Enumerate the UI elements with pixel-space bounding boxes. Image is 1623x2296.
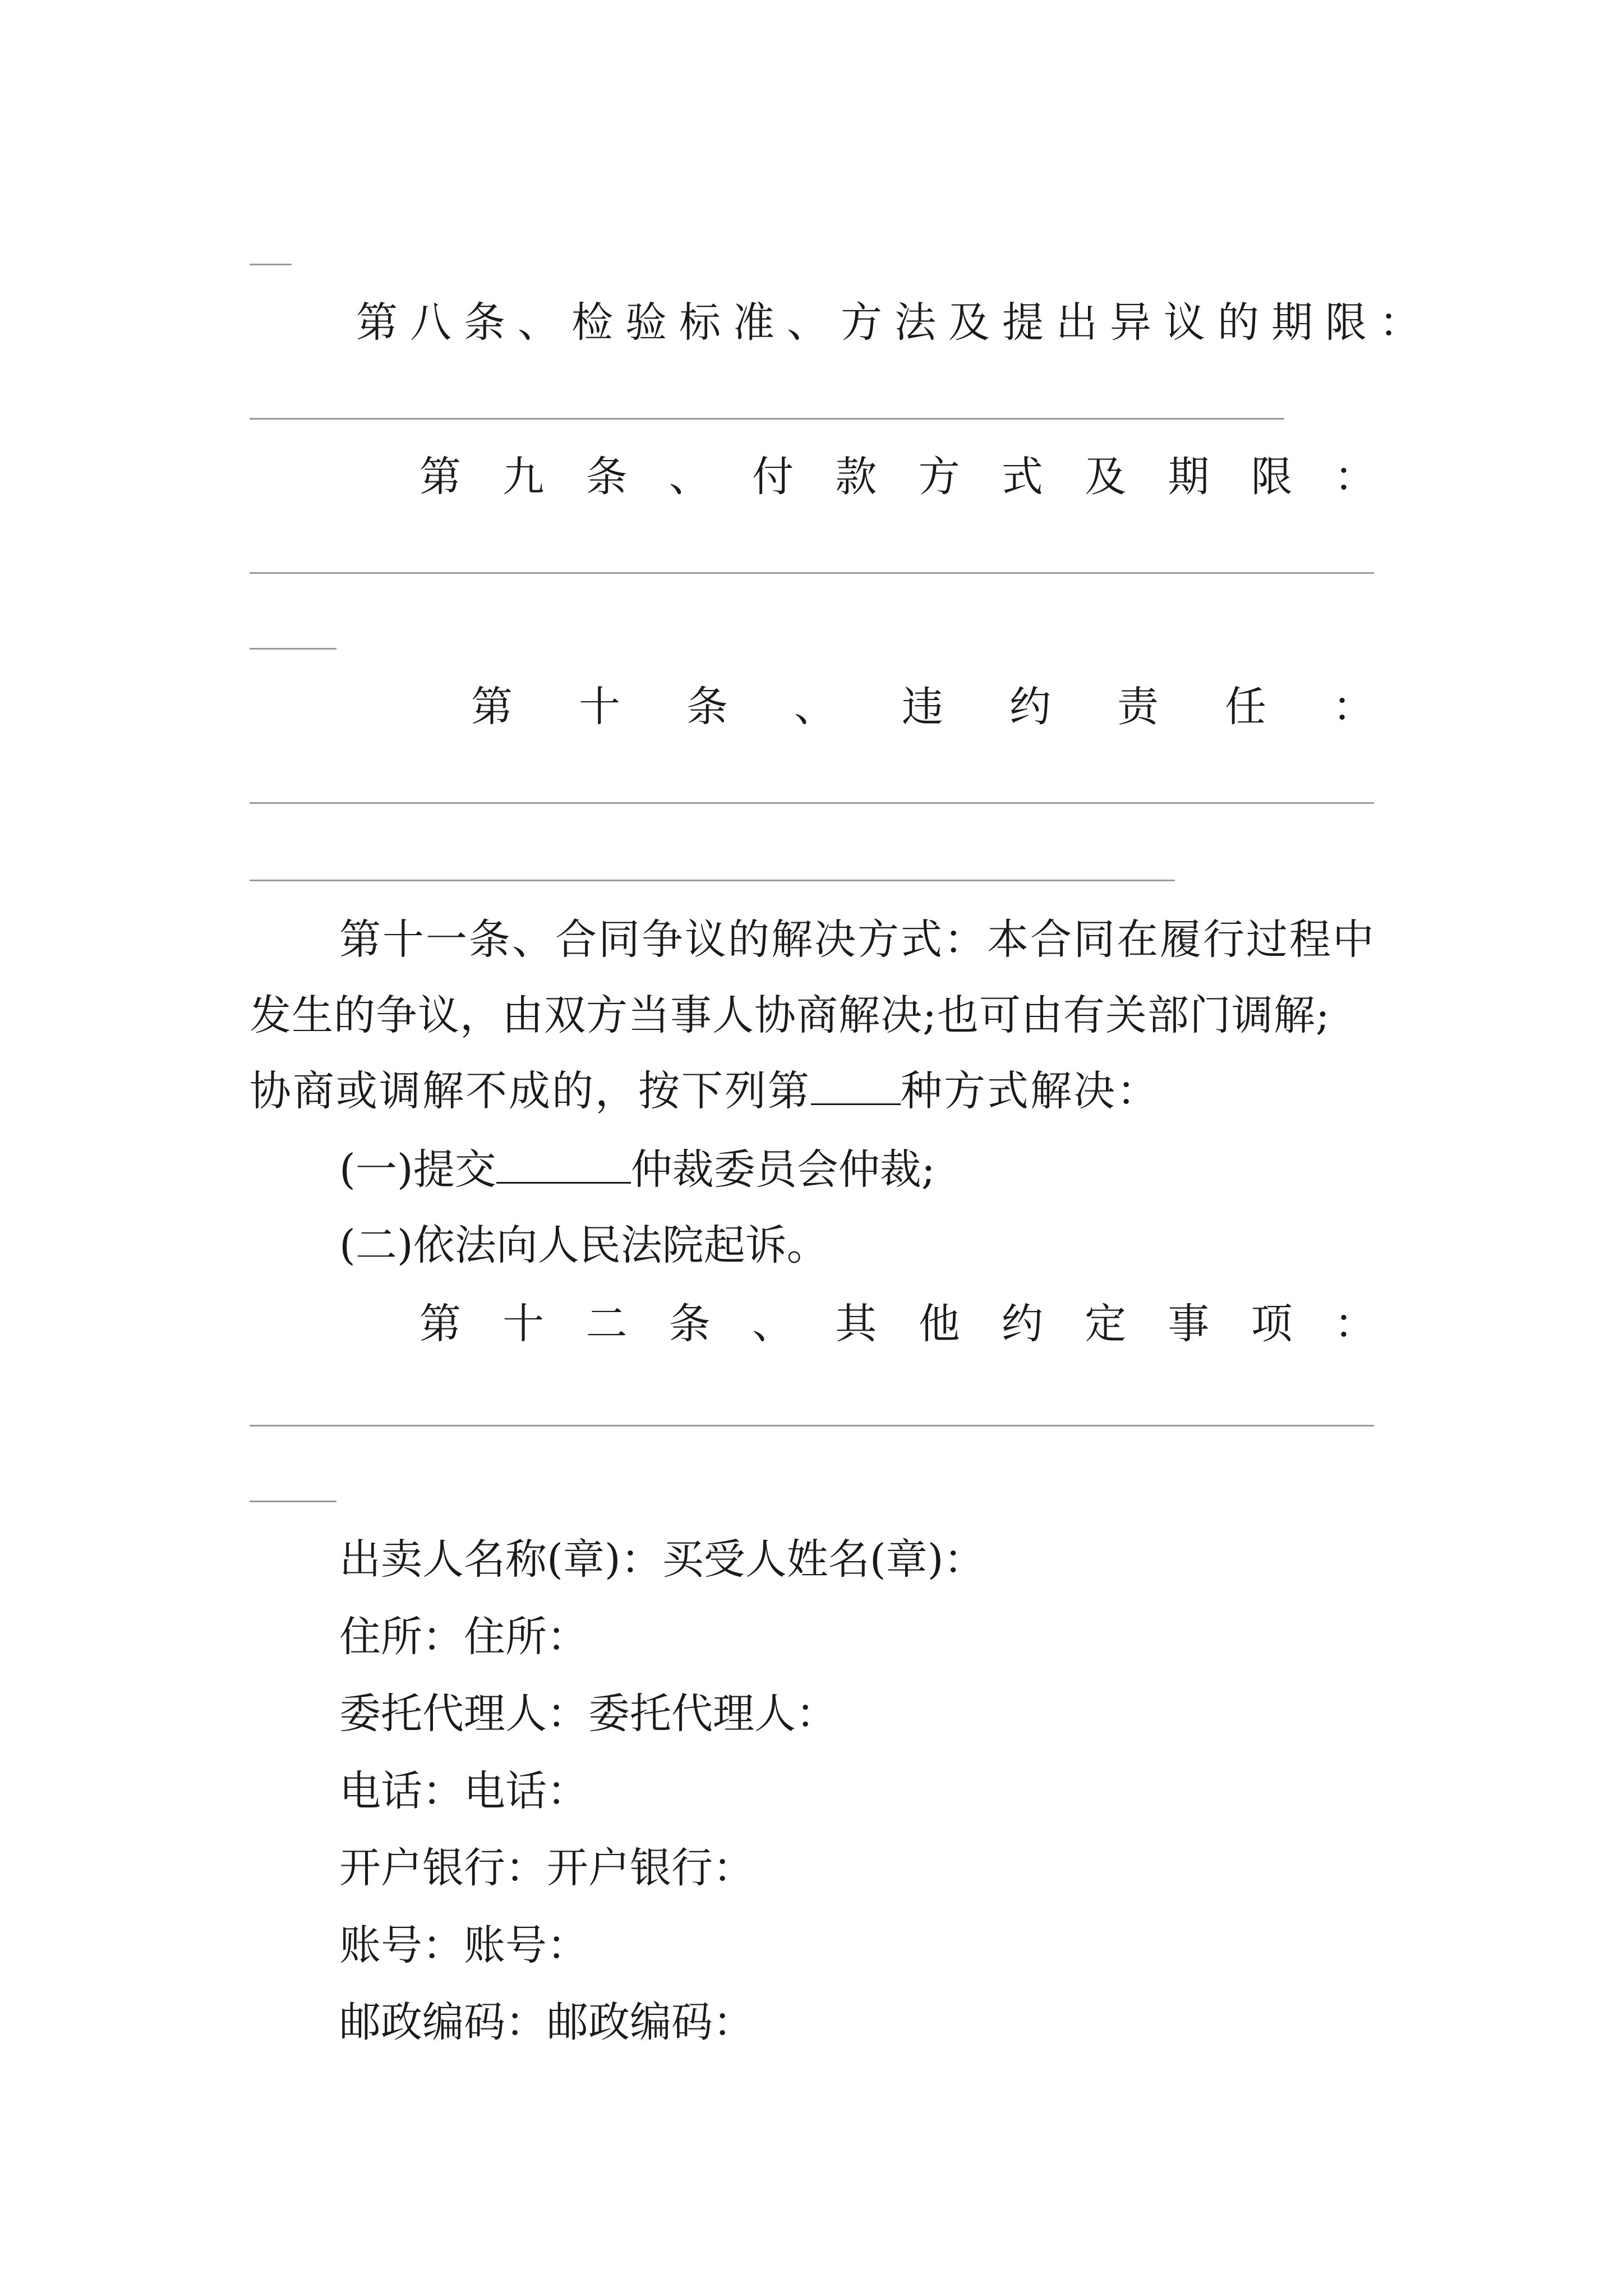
article-10-char: 任 <box>1225 683 1266 731</box>
article-9-char: 九 <box>502 453 545 501</box>
article-9-char: 付 <box>752 453 794 501</box>
article-12-char: 条 <box>668 1300 711 1348</box>
arbitration-option <box>339 1142 935 1198</box>
article-9-char: 款 <box>835 453 877 501</box>
article-12-char: 二 <box>585 1300 628 1348</box>
blank-line <box>250 572 1374 574</box>
article-11-line-3-start: 协商或调解不成的，按下列第 <box>250 1067 811 1115</box>
article-11-line-3 <box>250 1063 1160 1119</box>
article-11-line-3-end: 种方式解决： <box>901 1067 1160 1115</box>
article-12-char: 他 <box>918 1300 960 1348</box>
article-10-char: 条 <box>686 683 728 731</box>
article-9-char: 及 <box>1085 453 1127 501</box>
arbitration-option-end: 仲裁委员会仲裁; <box>630 1145 935 1194</box>
article-10-char: 十 <box>579 683 620 731</box>
article-9-char: ： <box>1334 453 1376 501</box>
blank-line <box>250 802 1374 804</box>
blank-line <box>250 1501 336 1502</box>
blank-line <box>250 1425 1374 1427</box>
article-12-char: 约 <box>1001 1300 1043 1348</box>
arbitration-committee-blank <box>496 1143 631 1184</box>
bank-line: 开户银行：开户银行： <box>339 1844 754 1892</box>
address-line: 住所：住所： <box>339 1613 588 1661</box>
article-10-char: 第 <box>471 683 513 731</box>
article-9-char: 、 <box>668 453 711 501</box>
blank-line <box>250 418 1284 420</box>
article-12-char: 定 <box>1085 1300 1127 1348</box>
article-11-line-1: 第十一条、合同争议的解决方式：本合同在履行过程中 <box>339 915 1376 964</box>
phone-line: 电话：电话： <box>339 1767 588 1815</box>
party-name-line: 出卖人名称(章)：买受人姓名(章)： <box>339 1535 985 1584</box>
article-12-char: 事 <box>1168 1300 1210 1348</box>
article-9-char: 期 <box>1168 453 1210 501</box>
blank-line <box>250 648 336 650</box>
article-10-char: ： <box>1332 683 1374 731</box>
article-9-char: 限 <box>1251 453 1293 501</box>
article-9-char: 式 <box>1001 453 1043 501</box>
article-12-char: 项 <box>1251 1300 1293 1348</box>
article-10-char: 违 <box>902 683 943 731</box>
method-number-blank <box>811 1064 901 1105</box>
article-10-char: 责 <box>1117 683 1159 731</box>
blank-line <box>250 264 292 265</box>
article-9-char: 方 <box>918 453 960 501</box>
agent-line: 委托代理人：委托代理人： <box>339 1690 837 1738</box>
article-10-char: 、 <box>794 683 836 731</box>
blank-line <box>250 880 1175 881</box>
article-12-char: ： <box>1334 1300 1376 1348</box>
account-line: 账号：账号： <box>339 1921 588 1970</box>
article-12-char: 十 <box>502 1300 545 1348</box>
article-12-title <box>419 1296 1376 1352</box>
article-12-char: 其 <box>835 1300 877 1348</box>
article-12-char: 第 <box>419 1300 461 1348</box>
postcode-line: 邮政编码：邮政编码： <box>339 1998 754 2046</box>
litigation-option: (二)依法向人民法院起诉。 <box>339 1221 828 1269</box>
arbitration-option-start: (一)提交 <box>339 1145 496 1194</box>
article-12-char: 、 <box>752 1300 794 1348</box>
article-9-title <box>419 449 1376 505</box>
article-8-title: 第八条、检验标准、方法及提出异议的期限： <box>356 298 1433 347</box>
article-11-line-2: 发生的争议，由双方当事人协商解决;也可由有关部门调解; <box>250 991 1330 1039</box>
article-10-title <box>471 679 1374 735</box>
article-9-char: 条 <box>585 453 628 501</box>
article-10-char: 约 <box>1009 683 1051 731</box>
article-9-char: 第 <box>419 453 461 501</box>
